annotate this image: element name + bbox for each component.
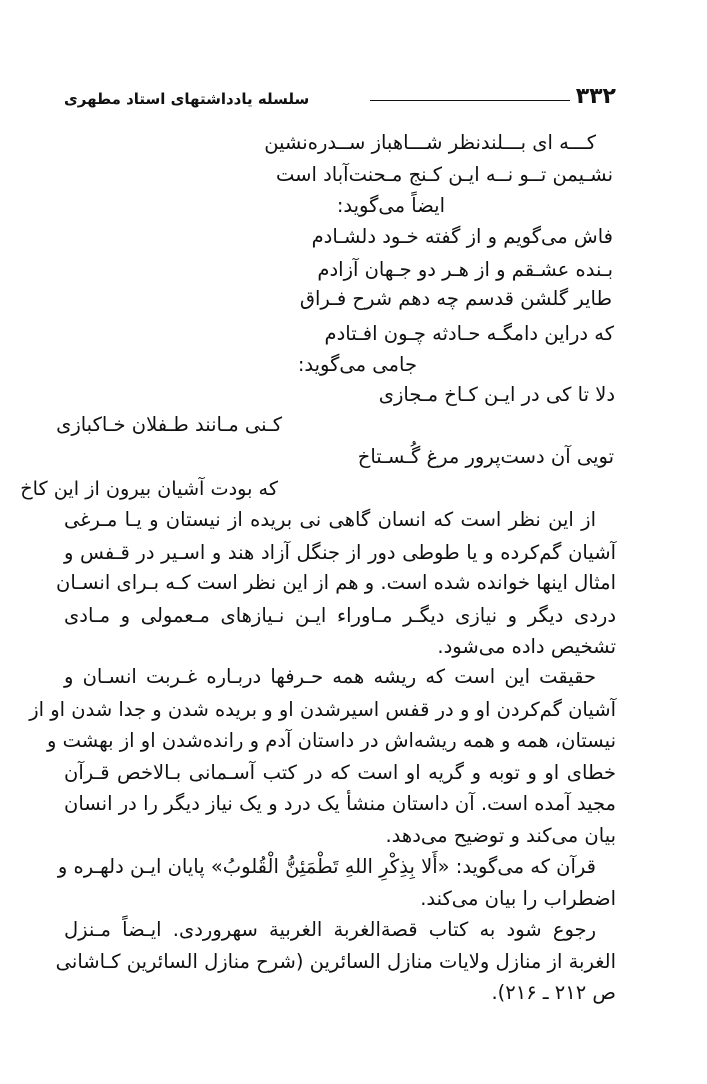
- verse-line: نشـیمن تــو نــه ایـن کـنج مـحنت‌آباد است: [276, 163, 613, 186]
- verse-line: کـــه ای بـــلندنظر شـــاهباز ســدره‌نشین: [264, 131, 596, 154]
- paragraph-line: نیستان، همه و همه ریشه‌اش در داستان آدم و رانده‌شدن او از بهشت و: [46, 729, 616, 752]
- header-rule: [370, 100, 570, 101]
- page-number: ۳۳۲: [575, 84, 616, 109]
- paragraph-line: ص ۲۱۲ ـ ۲۱۶).: [491, 981, 616, 1004]
- verse-line: که بودت آشیان بیرون از این کاخ: [20, 477, 278, 500]
- verse-line: دلا تا کی در ایـن کـاخ مـجازی: [378, 383, 615, 406]
- paragraph-line: تشخیص داده می‌شود.: [437, 635, 616, 658]
- paragraph-line: اضطراب را بیان می‌کند.: [420, 887, 616, 910]
- verse-line: کـنی مـانند طـفلان خـاکبازی: [56, 413, 282, 436]
- paragraph-line: خطای او و توبه و گریه او است که در کتب آسـمانی بـالاخص قـرآن: [64, 761, 616, 784]
- page-header: [64, 84, 616, 114]
- verse-line: فاش می‌گویم و از گفته خـود دلشـادم: [311, 225, 613, 248]
- series-title: سلسله یادداشتهای استاد مطهری: [64, 90, 310, 108]
- paragraph-line: دردی دیگر و نیازی دیگـر مـاوراء ایـن نـیازهای مـعمولی و مـادی: [64, 604, 616, 627]
- paragraph-line: بیان می‌کند و توضیح می‌دهد.: [385, 824, 616, 847]
- paragraph-line: رجوع شود به کتاب قصةالغربة الغربية سهروردی. ایـضاً مـنزل: [64, 918, 596, 941]
- paragraph-line: امثال اینها خوانده شده است. و هم از این نظر است کـه بـرای انسـان: [56, 571, 616, 594]
- intro-line: جامی می‌گوید:: [297, 353, 417, 376]
- paragraph-line: حقیقت این است که ریشه همه حـرفها دربـاره غـربت انسـان و: [64, 665, 596, 688]
- verse-line: بـنده عشـقم و از هـر دو جـهان آزادم: [317, 258, 613, 281]
- paragraph-line: آشیان گم‌کردن او و در قفس اسیرشدن او و بریده شدن و جدا شدن او از: [29, 698, 616, 721]
- verse-line: طایر گلشن قدسم چه دهم شرح فـراق: [299, 287, 612, 310]
- verse-line: تویی آن دست‌پرور مرغ گُـسـتاخ: [357, 445, 614, 468]
- paragraph-line: مجید آمده است. آن داستان منشأ یک درد و یک نیاز دیگر را در انسان: [64, 792, 616, 815]
- paragraph-line: الغربة از منازل ولایات منازل السائرین (شرح منازل السائرین کـاشانی: [55, 950, 616, 973]
- paragraph-line: آشیان گم‌کرده و یا طوطی دور از جنگل آزاد هند و اسـیر در قـفس و: [64, 541, 616, 564]
- verse-line: که دراین دامگـه حـادثه چـون افـتادم: [324, 322, 614, 345]
- paragraph-line: از این نظر است که انسان گاهی نی بریده از نیستان و یـا مـرغی: [64, 508, 596, 531]
- paragraph-line: قرآن که می‌گوید: «أَلا بِذِكْرِ اللهِ تَطْمَئِنُّ الْقُلوبُ» پایان ایـن دلهـره و: [57, 855, 596, 878]
- intro-line: ایضاً می‌گوید:: [336, 194, 445, 217]
